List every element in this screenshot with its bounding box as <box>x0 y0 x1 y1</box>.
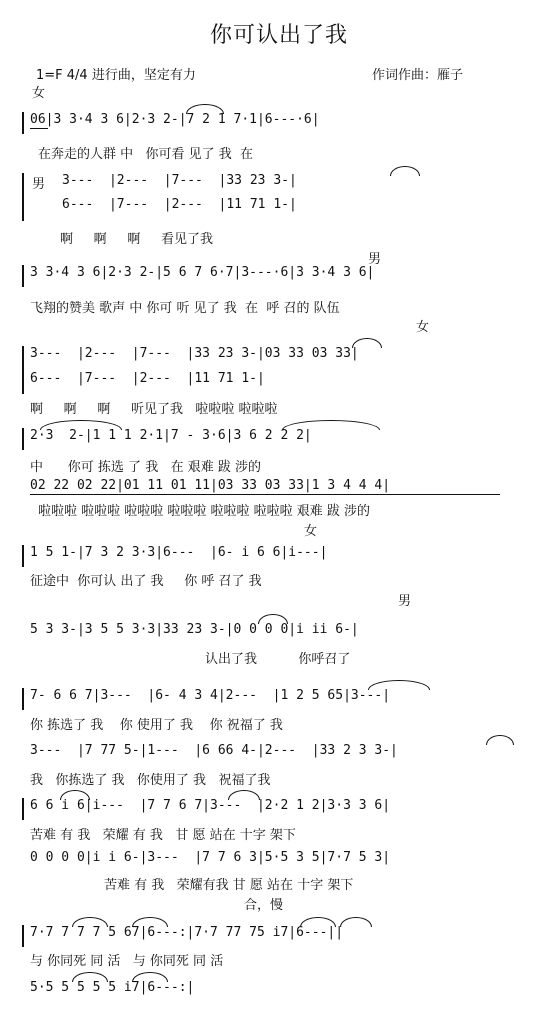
system-brace <box>22 688 24 710</box>
slur-mark <box>228 790 260 800</box>
slur-mark <box>352 338 382 348</box>
lyric-row: 啊 啊 啊 看见了我 <box>60 232 213 247</box>
lyric-row: 啦啦啦 啦啦啦 啦啦啦 啦啦啦 啦啦啦 啦啦啦 艰难 跋 涉的 <box>38 504 371 519</box>
notation-row: 6--- |7--- |2--- |11 71 1-| <box>62 197 297 212</box>
slur-mark <box>72 917 108 927</box>
notation-row: 6 6 i 6|i--- |7 7 6 7|3--- |2·2 1 2|3·3 3 6| <box>30 798 391 813</box>
notation-row: 6--- |7--- |2--- |11 71 1-| <box>30 371 265 386</box>
slur-mark <box>258 614 288 624</box>
notation-row: 5·5 5 5 5 5 i7|6---:| <box>30 980 195 995</box>
system-brace <box>22 173 24 221</box>
lyric-row: 认出了我 你呼召了 <box>205 652 351 667</box>
lyric-row: 征途中 你可认 出了 我 你 呼 召了 我 <box>30 574 262 589</box>
notation-row: 3 3·4 3 6|2·3 2-|5 6 7 6·7|3---·6|3 3·4 3 6| <box>30 265 375 280</box>
notation-row: 06|3 3·4 3 6|2·3 2-|7 2 1 7·1|6---·6| <box>30 112 320 127</box>
lyric-row: 你 拣选了 我 你 使用了 我 你 祝福了 我 <box>30 718 283 733</box>
voice-label-male: 男 <box>398 594 412 609</box>
notation-row: 3--- |2--- |7--- |33 23 3-|03 33 03 33| <box>30 346 359 361</box>
system-brace <box>22 265 24 287</box>
lyric-row: 苦难 有 我 荣耀 有 我 甘 愿 站在 十字 架下 <box>30 828 296 843</box>
slur-mark <box>72 972 108 982</box>
notation-row: 7- 6 6 7|3--- |6- 4 3 4|2--- |1 2 5 65|3---| <box>30 688 391 703</box>
underline-beat <box>30 494 500 495</box>
slur-mark <box>300 917 336 927</box>
slur-mark <box>132 917 168 927</box>
system-brace <box>22 798 24 820</box>
notation-row: 5 3 3-|3 5 5 3·3|33 23 3-|0 0 0 0|i ii 6-| <box>30 622 359 637</box>
lyric-row: 中 你可 拣选 了 我 在 艰难 跋 涉的 <box>30 460 261 475</box>
notation-row: 7·7 7 7 7 5 67|6---:|7·7 77 75 i7|6---|| <box>30 925 344 940</box>
lyric-row: 与 你同死 同 活 与 你同死 同 活 <box>30 954 224 969</box>
system-brace <box>22 112 24 134</box>
slur-mark <box>368 680 430 690</box>
notation-row: 2·3 2-|1 1 1 2·1|7 - 3·6|3 6 2 2 2| <box>30 428 312 443</box>
author-credit: 作词作曲：雁子 <box>372 68 464 83</box>
system-brace <box>22 925 24 947</box>
lyric-row: 苦难 有 我 荣耀有我 甘 愿 站在 十字 架下 <box>104 878 354 893</box>
lyric-row: 啊 啊 啊 听见了我 啦啦啦 啦啦啦 <box>30 402 278 417</box>
lyric-row: 我 你拣选了 我 你使用了 我 祝福了我 <box>30 773 271 788</box>
system-brace <box>22 346 24 394</box>
slur-mark <box>340 917 372 927</box>
slur-mark <box>390 166 420 176</box>
key-tempo: 1=F 4/4 进行曲，坚定有力 <box>36 68 196 83</box>
notation-row: 3--- |7 77 5-|1--- |6 66 4-|2--- |33 2 3 3-| <box>30 743 398 758</box>
underline-beat <box>30 128 48 129</box>
slur-mark <box>132 972 168 982</box>
notation-row: 0 0 0 0|i i 6-|3--- |7 7 6 3|5·5 3 5|7·7 5 3| <box>30 850 391 865</box>
voice-label-female: 女 <box>304 524 318 539</box>
system-brace <box>22 428 24 450</box>
lyric-row: 在奔走的人群 中 你可看 见了 我 在 <box>38 147 254 162</box>
notation-row: 02 22 02 22|01 11 01 11|03 33 03 33|1 3 4 4 4| <box>30 478 391 493</box>
slur-mark <box>60 790 90 800</box>
voice-label-tutti: 合，慢 <box>244 898 284 913</box>
voice-label-female: 女 <box>32 86 46 101</box>
slur-mark <box>186 104 224 114</box>
voice-label-female: 女 <box>416 320 430 335</box>
lyric-row: 飞翔的赞美 歌声 中 你可 听 见了 我 在 呼 召的 队伍 <box>30 301 340 316</box>
notation-row: 3--- |2--- |7--- |33 23 3-| <box>62 173 297 188</box>
voice-label-male: 男 <box>368 252 382 267</box>
system-brace <box>22 545 24 567</box>
song-title: 你可认出了我 <box>209 23 348 48</box>
slur-mark <box>486 735 514 745</box>
notation-row: 1 5 1-|7 3 2 3·3|6--- |6- i 6 6|i---| <box>30 545 328 560</box>
voice-label-male: 男 <box>32 177 46 192</box>
